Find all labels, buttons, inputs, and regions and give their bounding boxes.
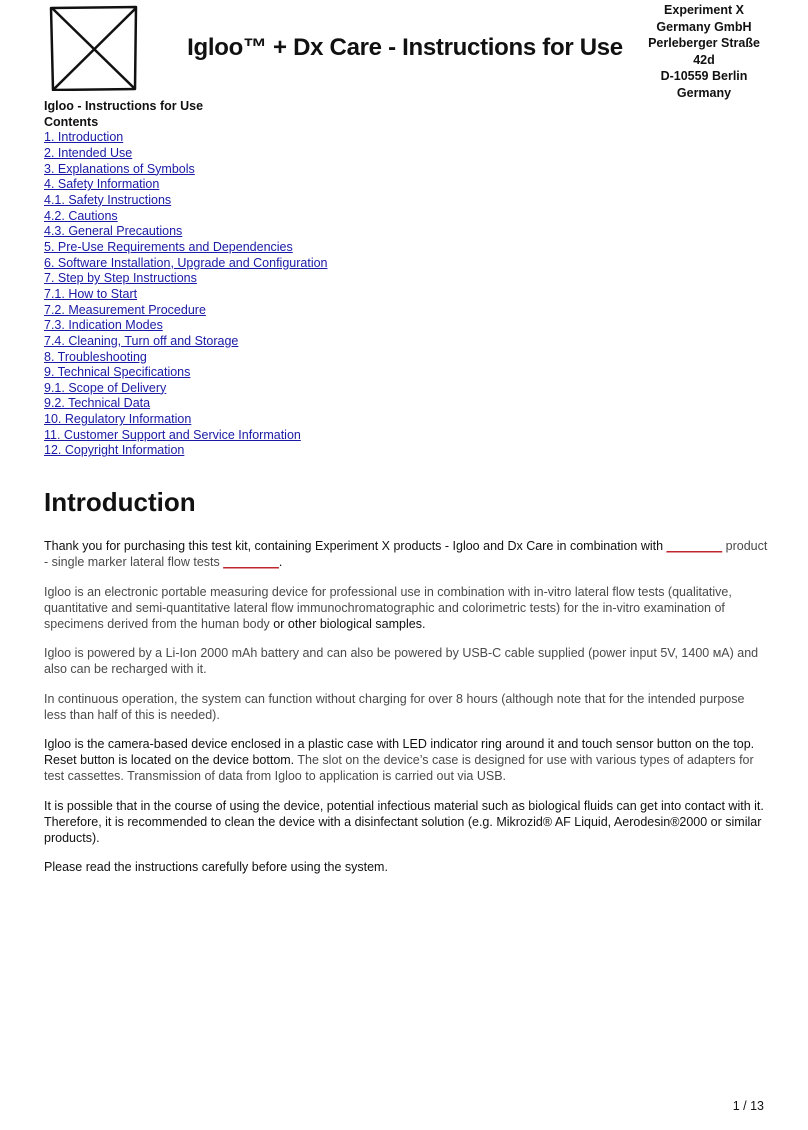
intro-paragraph <box>44 538 768 570</box>
toc-link-how-to-start[interactable]: 7.1. How to Start <box>44 286 138 301</box>
toc-link-troubleshooting[interactable]: 8. Troubleshooting <box>44 349 147 364</box>
toc-link-safety-instructions[interactable]: 4.1. Safety Instructions <box>44 192 172 207</box>
toc-link-safety-information[interactable]: 4. Safety Information <box>44 177 160 192</box>
intro-paragraph <box>44 736 768 784</box>
intro-paragraph: Igloo is powered by a Li-Ion 2000 mAh battery and can also be powered by USB-C cable supplied (power input 5V, 1400 мA) and also can be recharged with it. <box>44 646 759 676</box>
toc-link-cleaning[interactable]: 7.4. Cleaning, Turn off and Storage <box>44 333 239 348</box>
page-number: 1 / 13 <box>732 1099 764 1113</box>
doc-label: Igloo - Instructions for Use <box>44 99 204 113</box>
toc-link-measurement-procedure[interactable]: 7.2. Measurement Procedure <box>44 302 206 317</box>
toc-link-copyright[interactable]: 12. Copyright Information <box>44 443 185 458</box>
toc-link-symbols[interactable]: 3. Explanations of Symbols <box>44 161 195 176</box>
address-line: D-10559 Berlin <box>660 69 748 83</box>
text: product - single marker lateral flow tests <box>44 539 768 569</box>
intro-paragraph: In continuous operation, the system can function without charging for over 8 hours (although note that for the intended purpose less than half of this is needed). <box>44 691 745 722</box>
blank-placeholder: ________ <box>223 555 279 569</box>
toc-link-cautions[interactable]: 4.2. Cautions <box>44 208 118 223</box>
company-address <box>636 2 772 101</box>
intro-paragraph <box>44 584 768 632</box>
address-line: Germany <box>676 85 732 100</box>
toc-list <box>44 130 328 459</box>
contents-label: Contents <box>44 114 99 129</box>
text: . <box>278 555 283 569</box>
text: or other biological samples. <box>269 616 426 631</box>
intro-paragraph: It is possible that in the course of using the device, potential infectious material such as biological fluids can get into contact with it. Therefore, it is recommended to clean the device with a disinfectant solution (e.g. Mikrozid® AF Liquid, Aerodesin®2000 or similar products). <box>44 798 764 845</box>
logo-placeholder-icon <box>48 5 138 91</box>
introduction-heading: Introduction <box>44 487 196 517</box>
toc-link-indication-modes[interactable]: 7.3. Indication Modes <box>44 318 163 333</box>
toc-link-intended-use[interactable]: 2. Intended Use <box>44 145 133 160</box>
introduction-section <box>44 538 768 889</box>
toc-link-scope-of-delivery[interactable]: 9.1. Scope of Delivery <box>44 380 167 395</box>
address-line: Perleberger Straße <box>648 36 760 50</box>
document-title: Igloo™ + Dx Care - Instructions for Use <box>187 34 623 61</box>
toc-link-step-by-step[interactable]: 7. Step by Step Instructions <box>44 271 197 286</box>
text: Thank you for purchasing this test kit, containing Experiment X products - Igloo and Dx Care in combination with <box>44 539 667 553</box>
address-line: Experiment X <box>664 3 744 17</box>
toc-link-regulatory-information[interactable]: 10. Regulatory Information <box>44 412 192 427</box>
toc-link-introduction[interactable]: 1. Introduction <box>44 130 124 145</box>
toc-link-customer-support[interactable]: 11. Customer Support and Service Information <box>44 427 301 442</box>
text: The slot on the device’s case is designed for use with various types of adapters for test cassettes. Transmission of data from Igloo to application is carried out via USB. <box>44 753 754 783</box>
table-of-contents <box>44 99 328 459</box>
toc-link-software-installation[interactable]: 6. Software Installation, Upgrade and Configuration <box>44 255 328 270</box>
toc-link-technical-data[interactable]: 9.2. Technical Data <box>44 396 151 411</box>
text: Igloo is the camera-based device enclosed in a plastic case with LED indicator ring around it and touch sensor button on the top. Reset button is located on the device bottom. <box>44 737 755 767</box>
toc-link-general-precautions[interactable]: 4.3. General Precautions <box>44 224 183 239</box>
toc-link-technical-specifications[interactable]: 9. Technical Specifications <box>44 365 191 380</box>
intro-paragraph: Please read the instructions carefully before using the system. <box>44 860 388 874</box>
text: Igloo is an electronic portable measuring device for professional use in combination with in-vitro lateral flow tests (qualitative, quantitative and semi-quantitative lateral flow immunochromatographic and colorimetric tests) for the in-vitro examination of specimens derived from the human body <box>44 584 732 631</box>
address-line: 42d <box>693 52 715 67</box>
address-line: Germany GmbH <box>656 19 752 34</box>
blank-placeholder: ________ <box>666 539 723 553</box>
toc-link-pre-use-requirements[interactable]: 5. Pre-Use Requirements and Dependencies <box>44 239 293 254</box>
